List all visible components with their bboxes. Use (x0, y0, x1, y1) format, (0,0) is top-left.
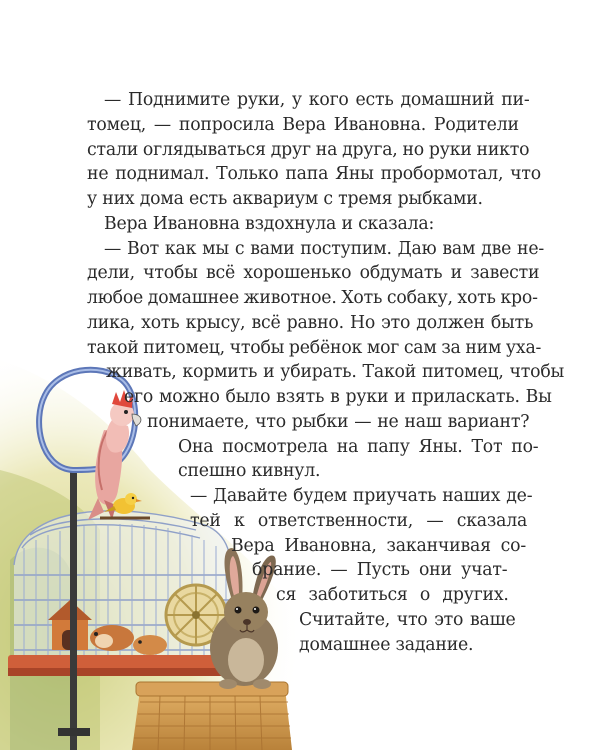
text-line: лика, хоть крысу, всё равно. Но это должен быть (87, 313, 534, 333)
text-line: у них дома есть аквариум с тремя рыбками. (87, 189, 483, 209)
text-line: — Давайте будем приучать наших де- (190, 486, 533, 506)
text-line: любое домашнее животное. Хоть собаку, хоть кро- (87, 288, 538, 308)
text-line: Вера Ивановна вздохнула и сказала: (104, 214, 435, 234)
text-line: такой питомец, чтобы ребёнок мог сам за ним уха- (87, 338, 542, 358)
text-line: домашнее задание. (299, 635, 474, 655)
text-line: Вера Ивановна, заканчивая со- (231, 536, 526, 556)
text-line: томец, — попросила Вера Ивановна. Родители (87, 115, 519, 135)
text-line: живать, кормить и убирать. Такой питомец, чтобы (106, 362, 565, 382)
text-line: его можно было взять в руки и приласкать. Вы (124, 387, 552, 407)
text-line: спешно кивнул. (178, 461, 321, 481)
text-line: дели, чтобы всё хорошенько обдумать и завести (87, 263, 540, 283)
text-line: стали оглядываться друг на друга, но руки никто (87, 140, 530, 160)
text-line: — Поднимите руки, у кого есть домашний пи- (104, 90, 530, 110)
text-line: Она посмотрела на папу Яны. Тот по- (178, 437, 539, 457)
text-line: не поднимал. Только папа Яны пробормотал, что (87, 164, 541, 184)
text-line: ся заботиться о других. (276, 585, 509, 605)
text-line: Считайте, что это ваше (299, 610, 516, 630)
text-line: тей к ответственности, — сказала (190, 511, 528, 531)
text-line: — Вот как мы с вами поступим. Даю вам две не- (104, 239, 545, 259)
wicker-basket-icon (132, 682, 292, 750)
text-line: понимаете, что рыбки — не наш вариант? (147, 412, 530, 432)
text-line: брание. — Пусть они учат- (252, 560, 508, 580)
